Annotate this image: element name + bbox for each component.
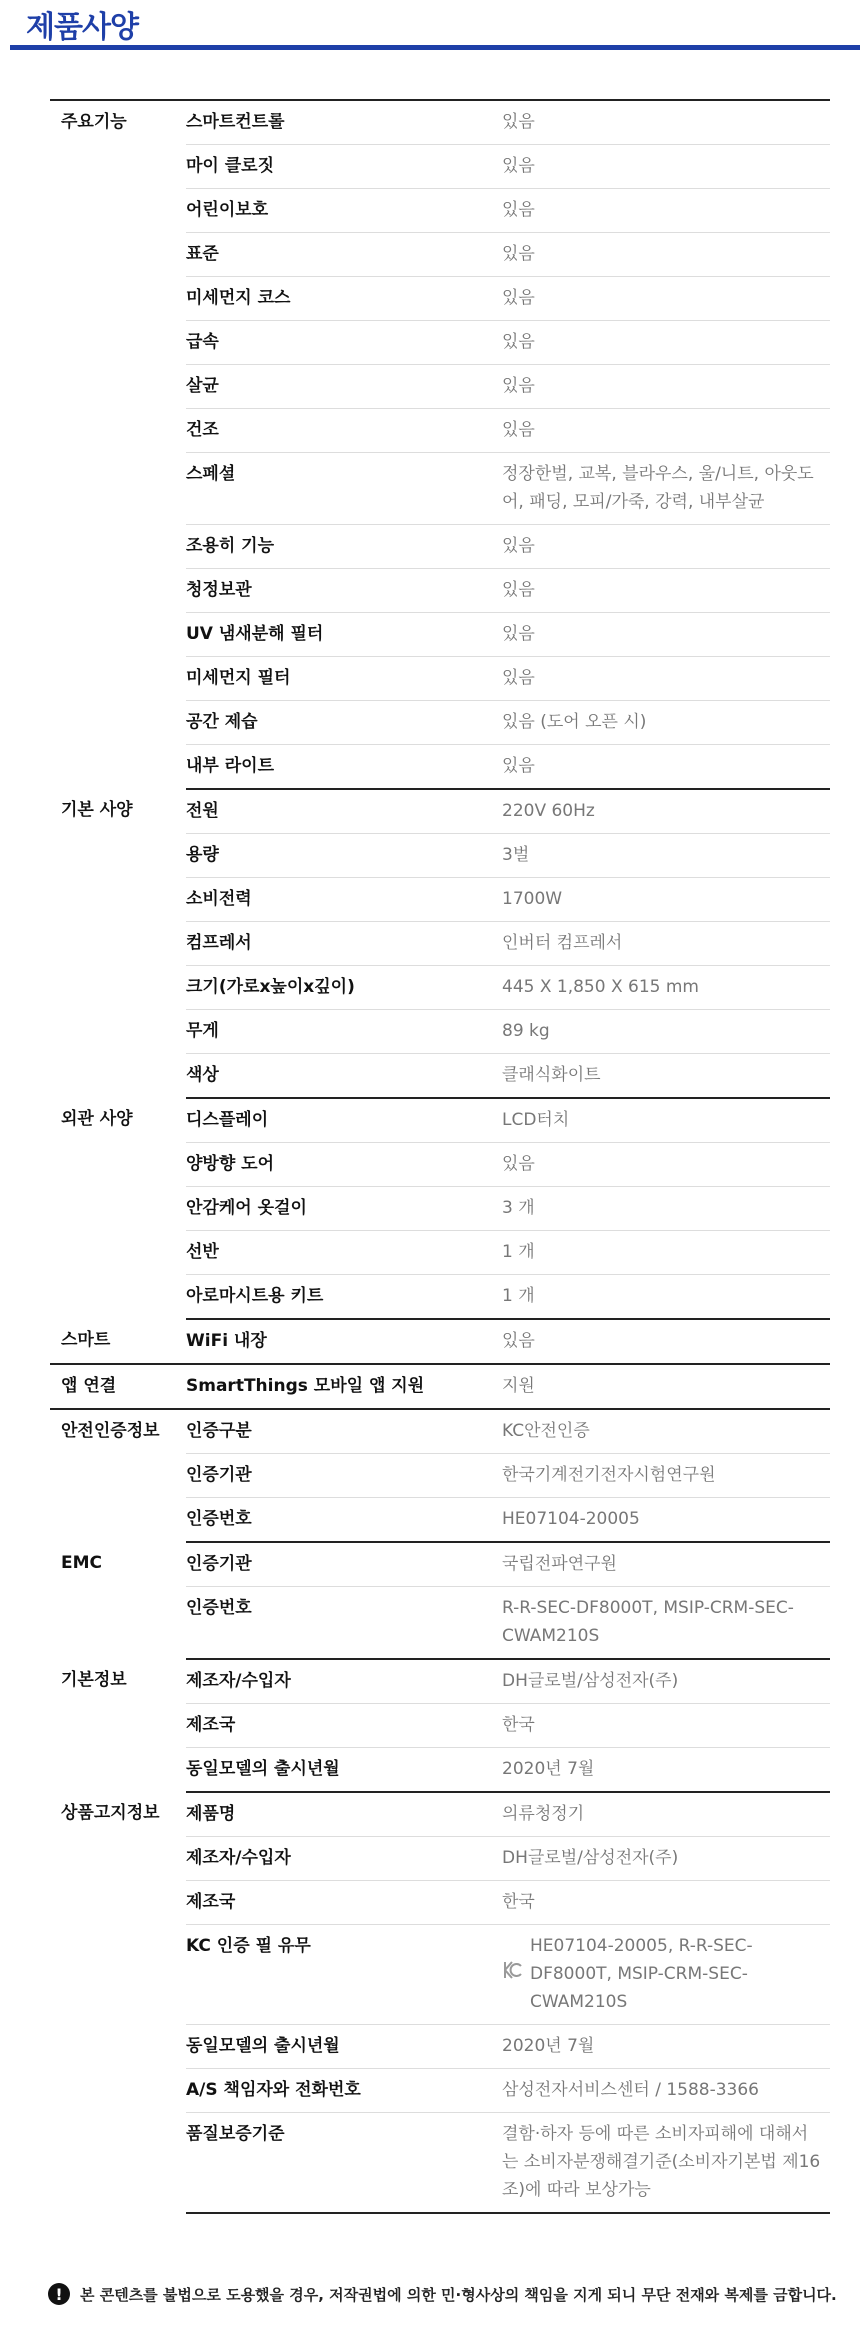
- spec-label: 내부 라이트: [186, 745, 502, 790]
- spec-value: 있음: [502, 1154, 535, 1174]
- spec-row: [50, 100, 830, 145]
- spec-value: 있음: [502, 112, 535, 132]
- spec-value: 결함·하자 등에 따른 소비자피해에 대해서는 소비자분쟁해결기준(소비자기본법 제16조)에 따라 보상가능: [502, 2124, 821, 2200]
- spec-value-cell: [502, 966, 830, 1010]
- spec-value-cell: [502, 1881, 830, 1925]
- spec-label: 표준: [186, 233, 502, 277]
- spec-value-cell: [502, 1364, 830, 1409]
- spec-label: 조용히 기능: [186, 525, 502, 569]
- spec-label: 소비전력: [186, 878, 502, 922]
- spec-label: 전원: [186, 789, 502, 834]
- spec-value-cell: [502, 1143, 830, 1187]
- spec-value: LCD터치: [502, 1110, 570, 1130]
- spec-value-cell: [502, 2113, 830, 2214]
- spec-value: 있음: [502, 200, 535, 220]
- spec-value-cell: [502, 1925, 830, 2025]
- spec-value: 220V 60Hz: [502, 801, 595, 821]
- spec-value-cell: [502, 834, 830, 878]
- spec-value: 삼성전자서비스센터 / 1588-3366: [502, 2080, 759, 2100]
- spec-row: [50, 1542, 830, 1587]
- spec-value-cell: [502, 1054, 830, 1099]
- spec-value-cell: [502, 1542, 830, 1587]
- spec-value: 클래식화이트: [502, 1065, 601, 1085]
- spec-value: 있음: [502, 1331, 535, 1351]
- spec-value-cell: [502, 1587, 830, 1660]
- spec-label: 크기(가로x높이x깊이): [186, 966, 502, 1010]
- spec-label: 급속: [186, 321, 502, 365]
- spec-value-cell: [502, 1187, 830, 1231]
- spec-row: [50, 1659, 830, 1704]
- spec-label: UV 냄새분해 필터: [186, 613, 502, 657]
- spec-label: 무게: [186, 1010, 502, 1054]
- page-title: 제품사양: [26, 10, 138, 45]
- spec-value-cell: [502, 1098, 830, 1143]
- spec-row: [50, 1319, 830, 1364]
- spec-value: 1 개: [502, 1286, 535, 1306]
- spec-value-cell: [502, 525, 830, 569]
- spec-label: 색상: [186, 1054, 502, 1099]
- spec-category: 기본 사양: [61, 800, 133, 820]
- spec-value: 89 kg: [502, 1021, 550, 1041]
- spec-value-cell: [502, 1837, 830, 1881]
- spec-value-cell: [502, 453, 830, 525]
- spec-table-body: [50, 100, 830, 2213]
- spec-value-cell: [502, 321, 830, 365]
- spec-category: 주요기능: [61, 112, 127, 132]
- spec-label: 인증기관: [186, 1542, 502, 1587]
- spec-label: 디스플레이: [186, 1098, 502, 1143]
- spec-label: 제품명: [186, 1792, 502, 1837]
- spec-label: 미세먼지 코스: [186, 277, 502, 321]
- exclamation-circle-icon: !: [48, 2283, 70, 2305]
- spec-category: 외관 사양: [61, 1109, 133, 1129]
- spec-value-cell: [502, 745, 830, 790]
- spec-value: 있음: [502, 536, 535, 556]
- spec-row: [50, 1792, 830, 1837]
- spec-value: 의류청정기: [502, 1804, 585, 1824]
- spec-value-cell: [502, 2069, 830, 2113]
- spec-value: 한국기계전기전자시험연구원: [502, 1465, 716, 1485]
- spec-value-cell: [502, 409, 830, 453]
- title-underline: [10, 45, 860, 50]
- spec-value-cell: [502, 100, 830, 145]
- spec-value-cell: [502, 613, 830, 657]
- spec-value: HE07104-20005: [502, 1509, 640, 1529]
- spec-label: 제조자/수입자: [186, 1659, 502, 1704]
- kc-certification-icon: [502, 1959, 524, 1990]
- spec-value-cell: [502, 233, 830, 277]
- spec-value-cell: [502, 789, 830, 834]
- copyright-notice-text: 본 콘텐츠를 불법으로 도용했을 경우, 저작권법에 의한 민·형사상의 책임을 지게 되니 무단 전재와 복제를 금합니다.: [80, 2285, 837, 2304]
- spec-label: 선반: [186, 1231, 502, 1275]
- spec-value: 있음: [502, 156, 535, 176]
- spec-value: 2020년 7월: [502, 2036, 595, 2056]
- spec-category: 안전인증정보: [61, 1421, 160, 1441]
- spec-value-cell: [502, 1231, 830, 1275]
- spec-value: DH글로벌/삼성전자(주): [502, 1848, 679, 1868]
- spec-label: 인증기관: [186, 1454, 502, 1498]
- spec-row: [50, 1409, 830, 1454]
- spec-label: 제조자/수입자: [186, 1837, 502, 1881]
- spec-value: 인버터 컴프레서: [502, 933, 623, 953]
- spec-category: 앱 연결: [50, 1364, 186, 1409]
- spec-value-cell: [502, 922, 830, 966]
- spec-value-cell: [502, 365, 830, 409]
- spec-value-cell: [502, 657, 830, 701]
- spec-category: 기본정보: [61, 1670, 127, 1690]
- spec-value: 있음: [502, 756, 535, 776]
- spec-label: 미세먼지 필터: [186, 657, 502, 701]
- spec-label: 용량: [186, 834, 502, 878]
- spec-label: 인증번호: [186, 1587, 502, 1660]
- spec-value-cell: [502, 1454, 830, 1498]
- spec-value-cell: [502, 878, 830, 922]
- spec-value: 국립전파연구원: [502, 1554, 617, 1574]
- spec-label: 인증구분: [186, 1409, 502, 1454]
- spec-value: 정장한벌, 교복, 블라우스, 울/니트, 아웃도어, 패딩, 모피/가죽, 강력, 내부살균: [502, 464, 814, 512]
- spec-label: 제조국: [186, 1881, 502, 1925]
- spec-label: 아로마시트용 키트: [186, 1275, 502, 1320]
- spec-value-cell: [502, 145, 830, 189]
- spec-value-cell: [502, 1659, 830, 1704]
- spec-value-cell: [502, 1275, 830, 1320]
- spec-value-cell: [502, 189, 830, 233]
- spec-value: R-R-SEC-DF8000T, MSIP-CRM-SEC-CWAM210S: [502, 1598, 794, 1646]
- spec-label: 건조: [186, 409, 502, 453]
- spec-value-cell: [502, 1704, 830, 1748]
- spec-value-cell: [502, 1319, 830, 1364]
- spec-label: WiFi 내장: [186, 1319, 502, 1364]
- spec-label: 동일모델의 출시년월: [186, 1748, 502, 1793]
- spec-value: 1700W: [502, 889, 563, 909]
- spec-label: 컴프레서: [186, 922, 502, 966]
- spec-label: 품질보증기준: [186, 2113, 502, 2214]
- spec-value-cell: [502, 1748, 830, 1793]
- spec-value-cell: [502, 1498, 830, 1543]
- spec-category: EMC: [61, 1553, 103, 1573]
- spec-value: 있음 (도어 오픈 시): [502, 712, 647, 732]
- spec-label: A/S 책임자와 전화번호: [186, 2069, 502, 2113]
- spec-value: HE07104-20005, R-R-SEC-DF8000T, MSIP-CRM-SEC-CWAM210S: [530, 1936, 753, 2012]
- spec-row: [50, 1098, 830, 1143]
- spec-value: 3벌: [502, 845, 530, 865]
- spec-value: 2020년 7월: [502, 1759, 595, 1779]
- spec-value-cell: [502, 277, 830, 321]
- spec-value: DH글로벌/삼성전자(주): [502, 1671, 679, 1691]
- spec-value: 3 개: [502, 1198, 535, 1218]
- spec-row: [50, 1364, 830, 1409]
- spec-label: 살균: [186, 365, 502, 409]
- spec-value: 지원: [502, 1376, 535, 1396]
- spec-category: 상품고지정보: [61, 1803, 160, 1823]
- spec-category: 스마트: [50, 1319, 186, 1364]
- spec-value-cell: [502, 569, 830, 613]
- spec-label: 스페셜: [186, 453, 502, 525]
- spec-value: 있음: [502, 420, 535, 440]
- spec-value: 있음: [502, 376, 535, 396]
- spec-value: 1 개: [502, 1242, 535, 1262]
- spec-label: 양방향 도어: [186, 1143, 502, 1187]
- spec-value: 있음: [502, 244, 535, 264]
- spec-value: 445 X 1,850 X 615 mm: [502, 977, 699, 997]
- spec-value: 있음: [502, 288, 535, 308]
- spec-value: KC안전인증: [502, 1421, 590, 1441]
- spec-value: 있음: [502, 580, 535, 600]
- spec-label: 동일모델의 출시년월: [186, 2025, 502, 2069]
- spec-value: 있음: [502, 332, 535, 352]
- spec-label: 청정보관: [186, 569, 502, 613]
- spec-value: 있음: [502, 668, 535, 688]
- spec-value-cell: [502, 701, 830, 745]
- spec-value: 있음: [502, 624, 535, 644]
- spec-value-cell: [502, 1409, 830, 1454]
- spec-label: 인증번호: [186, 1498, 502, 1543]
- copyright-notice: [48, 2283, 838, 2305]
- spec-table: [50, 99, 830, 2214]
- spec-label: 어린이보호: [186, 189, 502, 233]
- spec-label: SmartThings 모바일 앱 지원: [186, 1364, 502, 1409]
- spec-label: 마이 클로짓: [186, 145, 502, 189]
- spec-label: 제조국: [186, 1704, 502, 1748]
- spec-label: 안감케어 옷걸이: [186, 1187, 502, 1231]
- spec-label: KC 인증 필 유무: [186, 1925, 502, 2025]
- spec-value-cell: [502, 1792, 830, 1837]
- spec-label: 스마트컨트롤: [186, 100, 502, 145]
- spec-value: 한국: [502, 1892, 535, 1912]
- spec-value-cell: [502, 1010, 830, 1054]
- spec-value: 한국: [502, 1715, 535, 1735]
- spec-value-cell: [502, 2025, 830, 2069]
- spec-label: 공간 제습: [186, 701, 502, 745]
- spec-row: [50, 789, 830, 834]
